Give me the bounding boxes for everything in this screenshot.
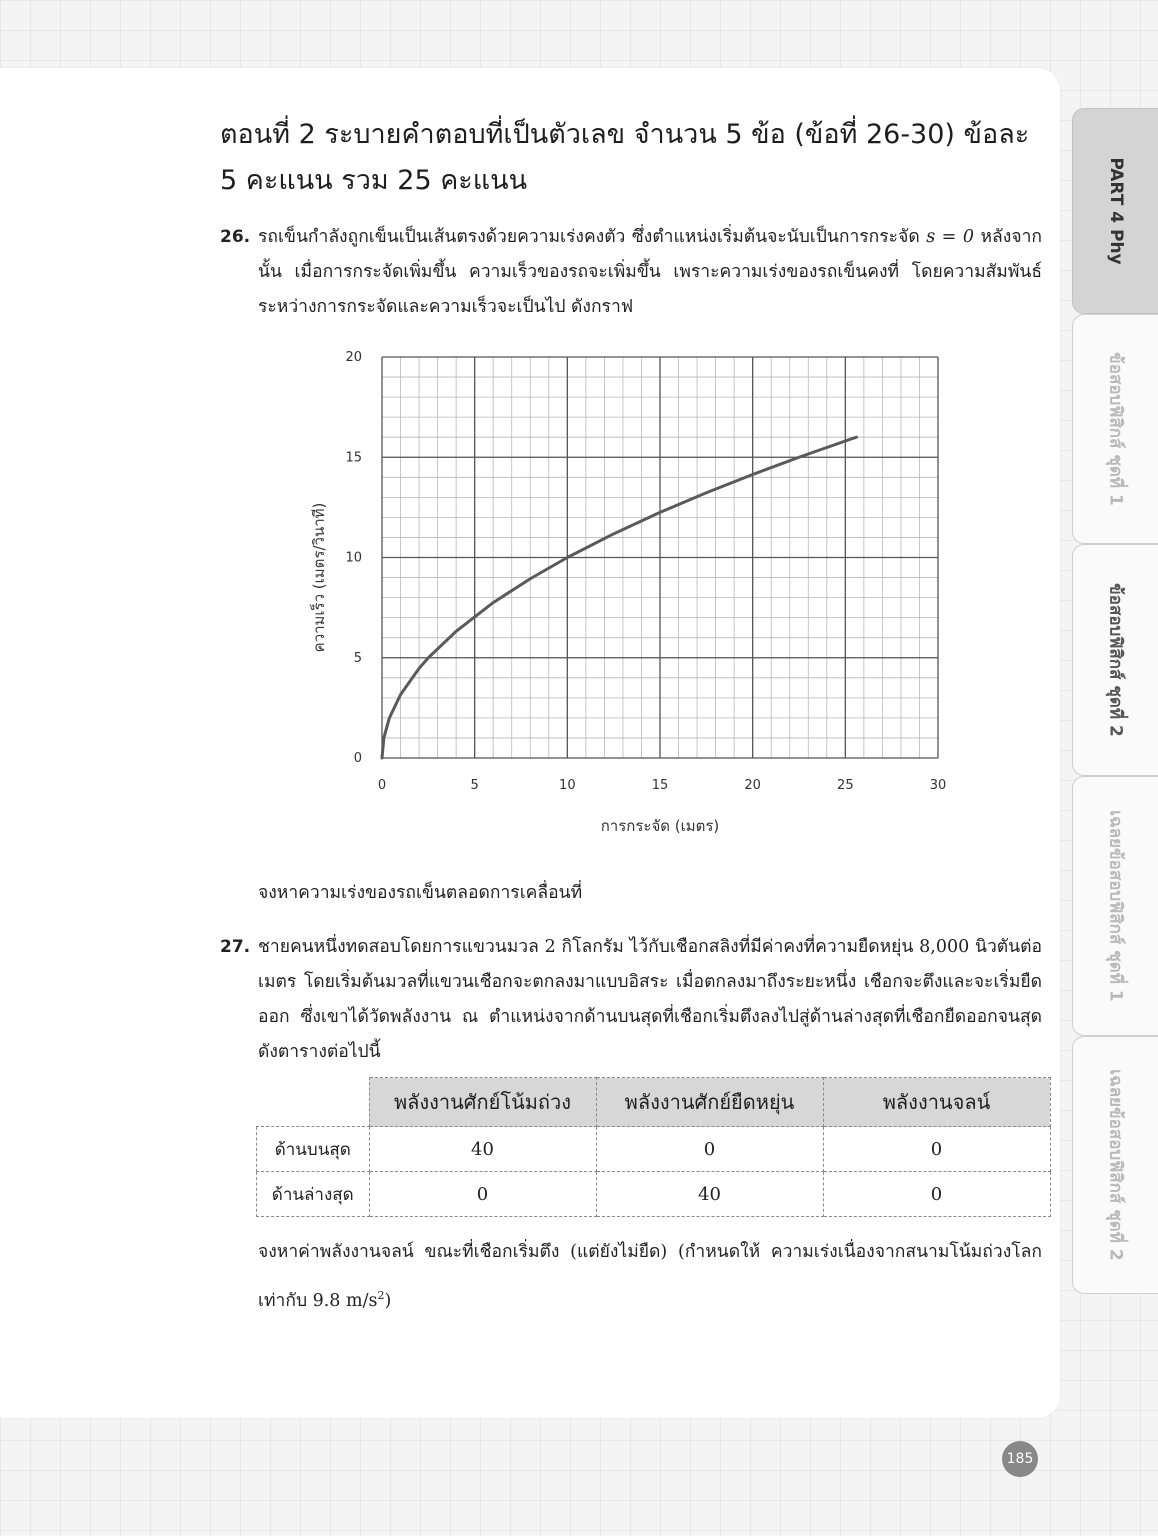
question-27 (220, 930, 1042, 1070)
question-text-part: ) (384, 1290, 392, 1311)
tab-physics-exam-2[interactable] (1072, 544, 1158, 776)
x-tick-label: 25 (837, 778, 854, 793)
question-text (258, 220, 1042, 325)
table-corner (257, 1078, 370, 1127)
x-tick-label: 0 (377, 778, 387, 793)
row-header: ด้านล่างสุด (257, 1172, 370, 1217)
table-row (257, 1172, 1051, 1217)
question-number: 27. (220, 937, 251, 957)
question-number: 26. (220, 227, 251, 247)
section-title: ตอนที่ 2 ระบายคำตอบที่เป็นตัวเลข จำนวน 5 ข้อ (ข้อที่ 26-30) ข้อละ 5 คะแนน รวม 25 คะแนน (220, 119, 1030, 196)
column-header: พลังงานศักย์ยืดหยุ่น (596, 1078, 823, 1127)
table-cell: 40 (369, 1127, 596, 1172)
math-expression: s = 0 (926, 227, 974, 247)
tab-label: เฉลยข้อสอบฟิสิกส์ ชุดที่ 2 (1105, 1069, 1125, 1261)
x-axis-label: การกระจัด (เมตร) (600, 817, 720, 835)
table-cell: 0 (369, 1172, 596, 1217)
table-cell: 0 (823, 1127, 1050, 1172)
y-tick-label: 10 (345, 550, 362, 566)
tab-label: PART 4 Phy (1105, 157, 1126, 265)
tab-label: ข้อสอบฟิสิกส์ ชุดที่ 1 (1105, 352, 1125, 506)
y-tick-label: 20 (345, 350, 362, 365)
superscript: 2 (377, 1289, 385, 1302)
question-text-part: จงหาค่าพลังงานจลน์ ขณะที่เชือกเริ่มตึง (แต่ยังไม่ยืด) (กำหนดให้ ความเร่งเนื่องจากสนามโน้มถ่วงโลกเท่ากับ 9.8 m/s (258, 1242, 1042, 1311)
velocity-displacement-chart (300, 340, 980, 840)
y-tick-label: 5 (353, 650, 362, 666)
question-26-ask: จงหาความเร่งของรถเข็นตลอดการเคลื่อนที่ (258, 883, 583, 903)
question-text-part: หลังจากนั้น เมื่อการกระจัดเพิ่มขึ้น ความเร็วของรถจะเพิ่มขึ้น เพราะความเร่งของรถเข็นคงที่ โดยความสัมพันธ์ระหว่างการกระจัดและความเร็วจะเป็นไป ดังกราฟ (258, 227, 1042, 317)
tab-label: ข้อสอบฟิสิกส์ ชุดที่ 2 (1105, 583, 1125, 737)
x-tick-label: 15 (651, 778, 669, 793)
tab-physics-answers-2[interactable] (1072, 1036, 1158, 1294)
table-cell: 0 (596, 1127, 823, 1172)
question-text: ชายคนหนึ่งทดสอบโดยการแขวนมวล 2 กิโลกรัม ไว้กับเชือกสลิงที่มีค่าคงที่ความยืดหยุ่น 8,000 นิวตันต่อเมตร โดยเริ่มต้นมวลที่แขวนเชือกจะตกลงมาแบบอิสระ เมื่อตกลงมาถึงระยะหนึ่ง เชือกจะตึงและจะเริ่มยืดออก ซึ่งเขาได้วัดพลังงาน ณ ตำแหน่งจากด้านบนสุดที่เชือกเริ่มตึงลงไปสู่ด้านล่างสุดที่เชือกยืดออกจนสุด ดังตารางต่อไปนี้ (258, 937, 1042, 1062)
question-27-ask (258, 1230, 1042, 1323)
page-number: 185 (1002, 1441, 1038, 1477)
tab-physics-exam-1[interactable] (1072, 314, 1158, 544)
y-tick-label: 0 (353, 751, 362, 766)
x-tick-label: 10 (559, 778, 576, 793)
table-cell: 0 (823, 1172, 1050, 1217)
energy-table (256, 1077, 1051, 1217)
tab-physics-answers-1[interactable] (1072, 776, 1158, 1036)
column-header: พลังงานศักย์โน้มถ่วง (369, 1078, 596, 1127)
column-header: พลังงานจลน์ (823, 1078, 1050, 1127)
question-26 (220, 220, 1042, 325)
tab-label: เฉลยข้อสอบฟิสิกส์ ชุดที่ 1 (1105, 810, 1125, 1002)
row-header: ด้านบนสุด (257, 1127, 370, 1172)
table-row (257, 1127, 1051, 1172)
y-axis-label: ความเร็ว (เมตร/วินาที) (310, 502, 328, 653)
question-text-part: รถเข็นกำลังถูกเข็นเป็นเส้นตรงด้วยความเร่งคงตัว ซึ่งตำแหน่งเริ่มต้นจะนับเป็นการกระจัด (258, 227, 920, 247)
tab-part4-physics[interactable] (1072, 108, 1158, 314)
table-header-row (257, 1078, 1051, 1127)
tick-labels (345, 350, 946, 793)
x-tick-label: 20 (744, 778, 761, 793)
x-tick-label: 5 (470, 778, 479, 793)
y-tick-label: 15 (345, 450, 362, 466)
x-tick-label: 30 (929, 778, 947, 793)
table-cell: 40 (596, 1172, 823, 1217)
